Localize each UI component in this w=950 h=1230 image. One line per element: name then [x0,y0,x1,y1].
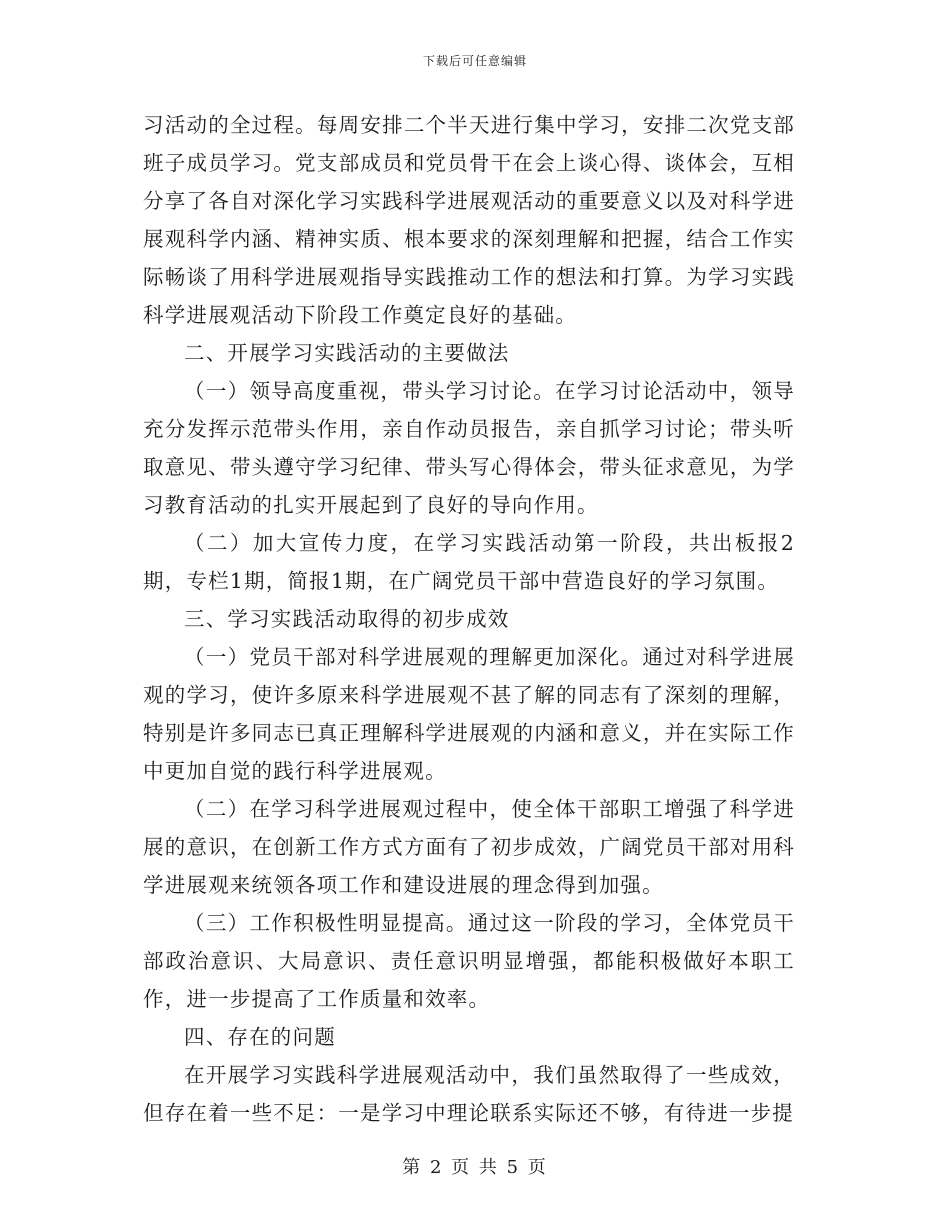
paragraph-3-1: （一）党员干部对科学进展观的理解更加深化。通过对科学进展观的学习，使许多原来科学进展观不甚了解的同志有了深刻的理解，特别是许多同志已真正理解科学进展观的内涵和意义，并在实际工作中更加自觉的践行科学进展观。 [143,645,795,783]
paragraph-3-2: （二）在学习科学进展观过程中，使全体干部职工增强了科学进展的意识，在创新工作方式方面有了初步成效，广阔党员干部对用科学进展观来统领各项工作和建设进展的理念得到加强。 [143,797,795,897]
paragraph-2-1: （一）领导高度重视，带头学习讨论。在学习讨论活动中，领导充分发挥示范带头作用，亲自作动员报告，亲自抓学习讨论；带头听取意见、带头遵守学习纪律、带头写心得体会，带头征求意见，为学习教育活动的扎实开展起到了良好的导向作用。 [143,379,795,517]
paragraph-continuation: 习活动的全过程。每周安排二个半天进行集中学习，安排二次党支部班子成员学习。党支部成员和党员骨干在会上谈心得、谈体会，互相分享了各自对深化学习实践科学进展观活动的重要意义以及对科学进展观科学内涵、精神实质、根本要求的深刻理解和把握，结合工作实际畅谈了用科学进展观指导实践推动工作的想法和打算。为学习实践科学进展观活动下阶段工作奠定良好的基础。 [143,113,795,327]
section-heading-4: 四、存在的问题 [184,1025,336,1049]
paragraph-3-3: （三）工作积极性明显提高。通过这一阶段的学习，全体党员干部政治意识、大局意识、责任意识明显增强，都能积极做好本职工作，进一步提高了工作质量和效率。 [143,911,795,1011]
page-number: 第 2 页 共 5 页 [402,1157,548,1178]
page-header: 下载后可任意编辑 [422,54,527,68]
paragraph-4-1: 在开展学习实践科学进展观活动中，我们虽然取得了一些成效，但存在着一些不足：一是学习中理论联系实际还不够，有待进一步提 [143,1063,795,1125]
section-heading-3: 三、学习实践活动取得的初步成效 [184,607,510,631]
section-heading-2: 二、开展学习实践活动的主要做法 [184,341,510,365]
paragraph-2-2: （二）加大宣传力度，在学习实践活动第一阶段，共出板报2期，专栏1期，简报1期，在广阔党员干部中营造良好的学习氛围。 [143,531,795,593]
document-body [143,106,795,1132]
